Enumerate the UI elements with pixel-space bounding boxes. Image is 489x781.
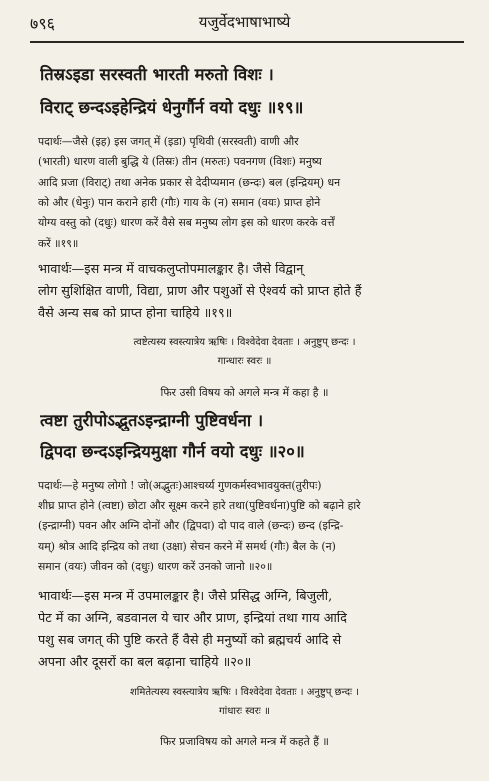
bhavartha-20-line: पशु सब जगत् की पुष्टि करते हैं वैसे ही मनुष्यों को ब्रह्मचर्य आदि से — [38, 633, 342, 648]
header-rule — [30, 41, 464, 43]
padartha-20-line: समान (वयः) जीवन को (दधुः) धारण करें उनको जानो ॥२०॥ — [38, 560, 273, 573]
padartha-19-line: पदार्थः—जैसे (इह) इस जगत् में (इडा) पृथिवी (सरस्वती) वाणी और — [38, 135, 299, 148]
mantra-19-line-2: विराट् छन्दऽइहेन्द्रियं धेनुर्गौर्न वयो दधुः ॥१९॥ — [40, 98, 304, 117]
padartha-19-line: (भारती) धारण वाली बुद्धि ये (तिस्रः) तीन (मरुतः) पवनगण (विशः) मनुष्य — [38, 155, 322, 168]
mantra-21-attribution: शमितेत्यस्य स्वस्त्यात्रेय ऋषिः । विश्वेदेवा देवताः । अनुष्टुप् छन्दः । — [129, 687, 360, 698]
mantra-20-line-2: द्विपदा छन्दऽइन्द्रियमुक्षा गौर्न वयो दधुः ॥२०॥ — [40, 442, 305, 461]
mantra-20-svara: गान्धारः स्वरः ॥ — [217, 356, 272, 367]
bhavartha-20-line: अपना और दूसरों का बल बढ़ाना चाहिये ॥२०॥ — [38, 655, 252, 670]
running-title: यजुर्वेदभाषाभाष्ये — [198, 13, 291, 31]
bhavartha-20-line: पेट में का अग्नि, बडवानल ये चार और प्राण, इन्द्रियां तथा गाय आदि — [38, 611, 347, 626]
padartha-19-line: योग्य वस्तु को (दधुः) धारण करें वैसे सब मनुष्य लोग इस को धारण करके वर्त्तें — [38, 216, 335, 229]
padartha-20-line: पदार्थः—हे मनुष्य लोगो ! जो(अद्भुतः)आश्चर्य्य गुणकर्मस्वभावयुक्त(तुरीपः) — [38, 479, 322, 492]
page-header — [0, 10, 489, 36]
padartha-19-line: को और (धेनुः) पान कराने हारी (गौः) गाय के (न) समान (वयः) प्राप्त होने — [38, 196, 321, 209]
padartha-19-line: करें ॥१९॥ — [38, 237, 79, 250]
bhavartha-20-line: भावार्थः—इस मन्त्र में उपमालङ्कार है। जैसे प्रसिद्ध अग्नि, बिजुली, — [38, 589, 333, 604]
padartha-20-line: यम्) श्रोत्र आदि इन्द्रिय को तथा (उक्षा) सेचन करने में समर्थ (गौः) बैल के (न) — [38, 540, 336, 553]
bhavartha-19-line: वैसे अन्य सब को प्राप्त होना चाहिये ॥१९॥ — [38, 306, 233, 321]
section-intro: फिर उसी विषय को अगले मन्त्र में कहा है ॥ — [160, 386, 329, 399]
mantra-20-attribution: त्वष्टेत्यस्य स्वस्त्यात्रेय ऋषिः । विश्वेदेवा देवताः । अनुष्टुप् छन्दः । — [133, 337, 356, 348]
padartha-20-line: (इन्द्राग्नी) पवन और अग्नि दोनों और (द्विपदा) दो पाद वाले (छन्दः) छन्द (इन्द्रि- — [38, 519, 344, 532]
section-intro: फिर प्रजाविषय को अगले मन्त्र में कहते हैं ॥ — [160, 735, 329, 748]
mantra-20-line-1: त्वष्टा तुरीपोऽद्भुतऽइन्द्राग्नी पुष्टिवर्धना । — [40, 411, 264, 430]
bhavartha-19-line: लोग सुशिक्षित वाणी, विद्या, प्राण और पशुओं से ऐश्वर्य को प्राप्त होते हैं — [38, 284, 362, 299]
padartha-19-line: आदि प्रजा (विराट्) तथा अनेक प्रकार से देदीप्यमान (छन्दः) बल (इन्द्रियम्) धन — [38, 176, 341, 189]
mantra-21-svara: गांधारः स्वरः ॥ — [219, 706, 270, 717]
page-number: ७९६ — [30, 14, 55, 33]
mantra-19-line-1: तिस्रऽइडा सरस्वती भारती मरुतो विशः । — [40, 65, 274, 84]
padartha-20-line: शीघ्र प्राप्त होने (त्वष्टा) छोटा और सूक्ष्म करने हारे तथा(पुष्टिवर्धना)पुष्टि को बढ़ाने हारे — [38, 499, 361, 512]
bhavartha-19-line: भावार्थः—इस मन्त्र में वाचकलुप्तोपमालङ्कार है। जैसे विद्वान् — [38, 262, 304, 277]
